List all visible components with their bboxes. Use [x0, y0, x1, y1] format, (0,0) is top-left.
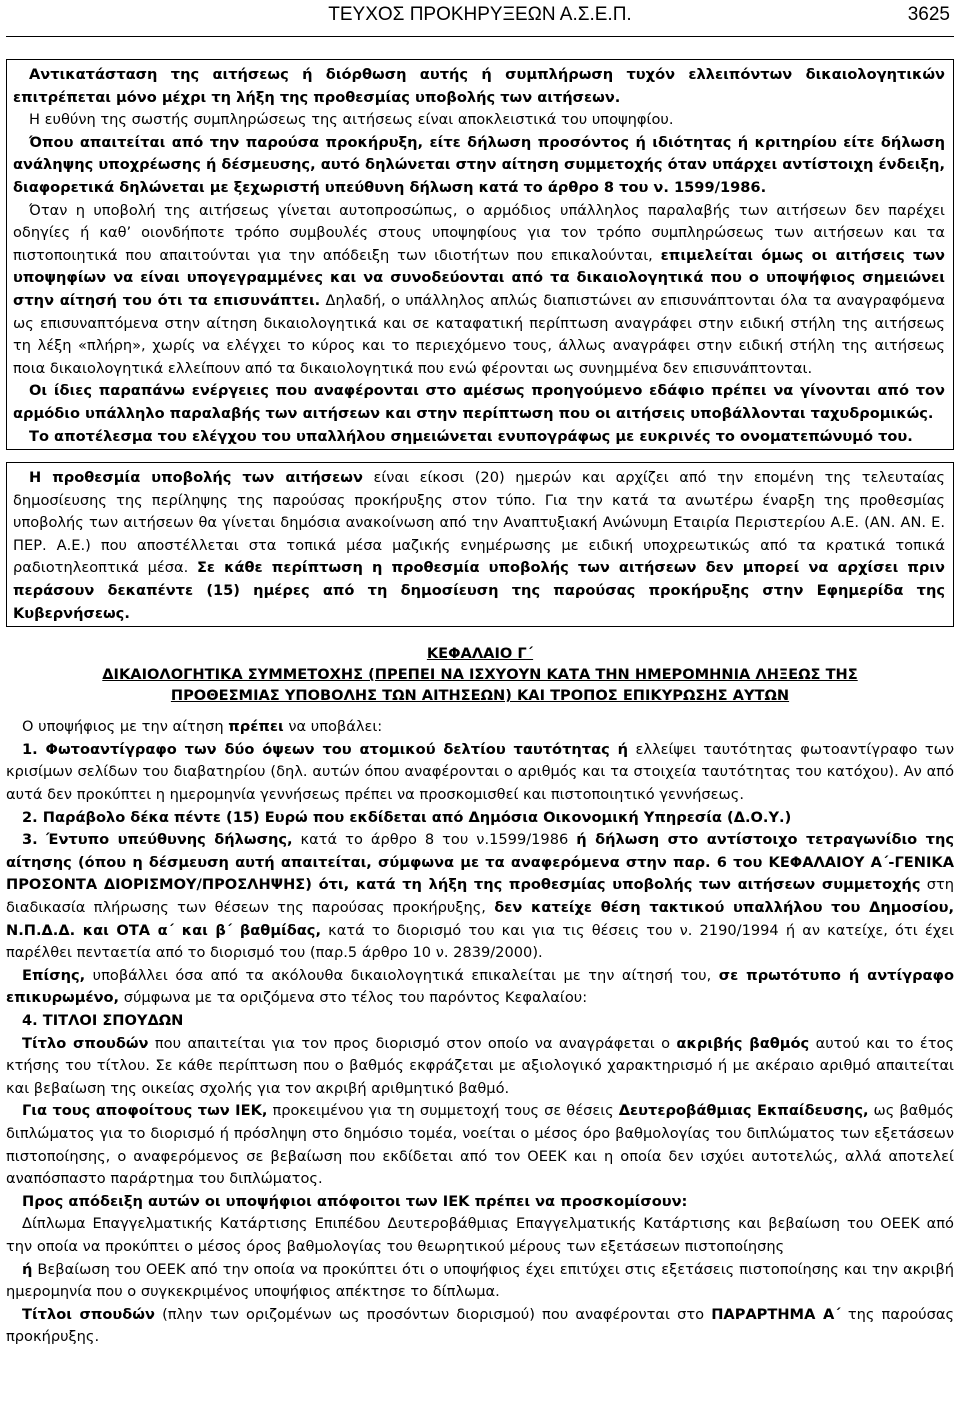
t1-d: αυτού και το έτος κτήσης του τίτλου. Σε κάθε περίπτωση που ο βαθμός εκφράζεται με αξιολογικό χαρακτηρισμό ή με ακέραιο αριθμό απαιτείται και βεβαίωση της οικείας σχολής για τον ακριβή αριθμητικό βαθμό. — [6, 1034, 955, 1097]
also-b: υποβάλλει όσα από τα ακόλουθα δικαιολογητικά επικαλείται με την αίτησή του, — [92, 966, 712, 984]
t1-a: Τίτλο σπουδών — [22, 1034, 149, 1052]
also-a: Επίσης, — [22, 966, 86, 984]
final-d: της παρούσας προκήρυξης. — [6, 1305, 955, 1346]
intro-b: πρέπει — [228, 718, 284, 736]
proof2-b: Βεβαίωση του ΟΕΕΚ από την οποία να προκύπτει ότι ο υποψήφιος έχει επιτύχει στις εξετάσεις πιστοποίησης και την ακριβή ημερομηνία που ο συγκεκριμένος υποψήφιος απέκτησε το δίπλωμα. — [6, 1260, 955, 1301]
page-number: 3625 — [907, 4, 950, 25]
iek-d: ως βαθμός διπλώματος για το διορισμό ή πρόσληψη στο δημόσιο τομέα, νοείται ο μέσος όρο βαθμολογίας του διπλώματος των εξετάσεων πιστοποίησης, ο αναφερόμενος σε βεβαίωση που εκδίδεται από τον ΟΕΕΚ και η οποία δεν ισχύει αυτοτελώς, αλλά αποτελεί αναπόσπαστο παράρτημα του διπλώματος. — [6, 1102, 954, 1188]
proof-1: Δίπλωμα Επαγγελματικής Κατάρτισης Επιπέδου Δευτεροβάθμιας Επαγγελματικής Κατάρτισης και βεβαίωση του ΟΕΕΚ από την οποία να προκύπτει ο μέσος όρος βαθμολογίας του θεωρητικού μέρους των εξετάσεων πιστοποίησης — [6, 1215, 954, 1255]
item-2: 2. Παράβολο δέκα πέντε (15) Ευρώ που εκδίδεται από Δημόσια Οικονομική Υπηρεσία (Δ.Ο.Υ.) — [22, 808, 792, 826]
paragraph-responsibility: Η ευθύνη της σωστής συμπληρώσεως της αιτήσεως είναι αποκλειστικά του υποψηφίου. — [29, 111, 674, 129]
paragraph-deadline — [13, 467, 945, 625]
item3-d: στη διαδικασία πλήρωσης των θέσεων της παρούσας προκήρυξης, — [6, 876, 955, 916]
document-page — [6, 0, 954, 1349]
titles-paragraph — [6, 1033, 954, 1101]
also-paragraph — [6, 965, 954, 1010]
proof-2 — [6, 1259, 954, 1304]
item-3 — [6, 829, 954, 965]
deadline-lead: Η προθεσμία υποβολής των αιτήσεων — [29, 469, 363, 487]
intro-a: Ο υποψήφιος με την αίτηση — [22, 718, 224, 736]
submission-text-c: Δηλαδή, ο υπάλληλος απλώς διαπιστώνει αν επισυνάπτονται όλα τα αναγραφόμενα ως επισυναπτόμενα στην αίτηση δικαιολογητικά και σε καταφατική περίπτωση αναγράφει στην ειδική στήλη της αιτήσεως τη λέξη «πλήρη», χωρίς να ελέγχει το κύρος και το περιεχόμενο τους, άλλως αναγράφει στην ειδική στήλη της αιτήσεως ποια δικαιολογητικά ελλείπουν από τα δικαιολογητικά που ενώ φέρονται ως συνημμένα δεν επισυνάπτονται. — [13, 291, 945, 377]
deadline-tail: Σε κάθε περίπτωση η προθεσμία υποβολής των αιτήσεων δεν μπορεί να αρχίσει πριν περάσουν δεκαπέντε (15) ημέρες από τη δημοσίευση της παρούσας προκήρυξης στην Εφημερίδα της Κυβερνήσεως. — [13, 559, 946, 622]
final-a: Τίτλοι σπουδών — [22, 1305, 155, 1323]
intro-line — [6, 716, 954, 739]
item1-text: ελλείψει ταυτότητας φωτοαντίγραφο των κρισίμων σελίδων του διαβατηρίου (δηλ. αυτών όπου αναφέρονται ο αριθμός και τα στοιχεία ταυτότητας του κατόχου). Αν από αυτά δεν προκύπτει η ημερομηνία γεννήσεως πρέπει να προσκομισθεί και πιστοποιητικό γεννήσεως. — [6, 740, 954, 804]
submission-text-b: επιμελείται όμως οι αιτήσεις των υποψηφίων να είναι υπογεγραμμένες και να συνοδεύονται από τα δικαιολογητικά που ο υποψήφιος σημειώνει στην αίτησή του ότι τα επισυνάπτει. — [13, 246, 945, 309]
chapter-subtitle-1: ΔΙΚΑΙΟΛΟΓΗΤΙΚΑ ΣΥΜΜΕΤΟΧΗΣ (ΠΡΕΠΕΙ ΝΑ ΙΣΧΥΟΥΝ ΚΑΤΑ ΤΗΝ ΗΜΕΡΟΜΗΝΙΑ ΛΗΞΕΩΣ ΤΗΣ — [102, 666, 858, 684]
item3-e: δεν κατείχε θέση τακτικού υπαλλήλου του Δημοσίου, Ν.Π.Δ.Δ. και ΟΤΑ α΄ και β΄ βαθμίδας, — [6, 899, 955, 939]
application-rules-box — [6, 59, 954, 450]
item3-a: 3. Έντυπο υπεύθυνης δήλωσης, — [22, 831, 293, 849]
also-c: σε πρωτότυπο ή αντίγραφο επικυρωμένο, — [6, 966, 955, 1007]
iek-b: προκειμένου για τη συμμετοχή τους σε θέσεις — [272, 1102, 614, 1120]
t1-c: ακριβής βαθμός — [676, 1034, 810, 1052]
paragraph-replacement: Αντικατάσταση της αιτήσεως ή διόρθωση αυτής ή συμπλήρωση τυχόν ελλειπόντων δικαιολογητικών επιτρέπεται μόνο μέχρι τη λήξη της προθεσμίας υποβολής των αιτήσεων. — [13, 66, 945, 106]
paragraph-declaration: Όπου απαιτείται από την παρούσα προκήρυξη, είτε δήλωση προσόντος ή ιδιότητας ή κριτηρίου είτε δήλωση ανάληψης υποχρέωσης ή δέσμευσης, αυτό δηλώνεται στην αίτηση συμμετοχής όταν υπάρχει αντίστοιχη ένδειξη, διαφορετικά δηλώνεται με ξεχωριστή υπεύθυνη δήλωση κατά το άρθρο 8 του ν. 1599/1986. — [13, 133, 945, 196]
item-1 — [6, 739, 954, 807]
iek-paragraph — [6, 1100, 954, 1190]
paragraph-submission — [13, 200, 945, 381]
deadline-box — [6, 462, 954, 627]
deadline-text: είναι είκοσι (20) ημερών και αρχίζει από την επομένη της τελευταίας δημοσίευσης της περίληψης της παρούσας προκήρυξης στον τύπο. Για την κατά τα ανωτέρω έναρξη της προθεσμίας υποβολής των αιτήσεων θα γίνεται δημόσια ανακοίνωση από την Αναπτυξιακή Ανώνυμη Εταιρία Περιστερίου Α.Ε. (ΑΝ. ΑΝ. Ε. ΠΕΡ. Α.Ε.) που αποστέλλεται στα τοπικά μέσα μαζικής ενημέρωσης με ειδική υποχρεωτικώς από τα κρατικά τοπικά ραδιοτηλεοπτικά μέσα. — [13, 469, 945, 577]
item3-b: κατά το άρθρο 8 του ν.1599/1986 — [300, 831, 569, 849]
item3-c: ή δήλωση στο αντίστοιχο τετραγωνίδιο της αίτησης (όπου η δέσμευση αυτή απαιτείται, σύμφωνα με τα αναφερόμενα στην παρ. 6 του ΚΕΦΑΛΑΙΟΥ Α΄-ΓΕΝΙΚΑ ΠΡΟΣΟΝΤΑ ΔΙΟΡΙΣΜΟΥ/ΠΡΟΣΛΗΨΗΣ) ότι, κατά τη λήξη της προθεσμίας υποβολής των αιτήσεων συμμετοχής — [6, 831, 954, 894]
chapter-title: ΚΕΦΑΛΑΙΟ Γ΄ — [426, 645, 534, 663]
paragraph-signature: Το αποτέλεσμα του ελέγχου του υπαλλήλου σημειώνεται ενυπογράφως με ευκρινές το ονοματεπώνυμό του. — [29, 427, 913, 445]
t1-b: που απαιτείται για τον προς διορισμό στον οποίο να αναγράφεται ο — [154, 1034, 671, 1052]
submission-text-a: Όταν η υποβολή της αιτήσεως γίνεται αυτοπροσώπως, ο αρμόδιος υπάλληλος παραλαβής των αιτήσεων δεν παρέχει οδηγίες ή καθ’ οιονδήποτε τρόπο συμβουλές στους υποψηφίους για τον τρόπο συμπληρώσεως των αιτήσεων και τα πιστοποιητικά που απαιτούνται για την απόδειξη των ιδιοτήτων που επικαλούνται, — [13, 201, 945, 264]
page-header — [6, 0, 954, 30]
item1-bold: 1. Φωτοαντίγραφο των δύο όψεων του ατομικού δελτίου ταυτότητας ή — [22, 740, 629, 758]
item3-f: κατά το διορισμό του και για τις θέσεις του ν. 2190/1994 ή αν κατείχε, ότι έχει παρέλθει πενταετία από το διορισμό του (παρ.5 άρθρο 10 ν. 2839/2000). — [6, 921, 954, 962]
chapter-subtitle-2: ΠΡΟΘΕΣΜΙΑΣ ΥΠΟΒΟΛΗΣ ΤΩΝ ΑΙΤΗΣΕΩΝ) ΚΑΙ ΤΡΟΠΟΣ ΕΠΙΚΥΡΩΣΗΣ ΑΥΤΩΝ — [170, 687, 790, 705]
header-rule — [6, 36, 954, 37]
iek-a: Για τους αποφοίτους των ΙΕΚ, — [22, 1102, 268, 1120]
paragraph-postal: Οι ίδιες παραπάνω ενέργειες που αναφέρονται στο αμέσως προηγούμενο εδάφιο πρέπει να γίνονται από τον αρμόδιο υπάλληλο παραλαβής των αιτήσεων και στην περίπτωση που οι αιτήσεις υποβάλλονται ταχυδρομικώς. — [13, 382, 945, 422]
item-4-heading: 4. ΤΙΤΛΟΙ ΣΠΟΥΔΩΝ — [22, 1011, 184, 1029]
iek-c: Δευτεροβάθμιας Εκπαίδευσης, — [618, 1102, 869, 1120]
also-d: σύμφωνα με τα οριζόμενα στο τέλος του παρόντος Κεφαλαίου: — [123, 989, 588, 1007]
chapter-body — [6, 716, 954, 1349]
header-title: ΤΕΥΧΟΣ ΠΡΟΚΗΡΥΞΕΩΝ Α.Σ.Ε.Π. — [328, 4, 632, 25]
chapter-heading — [6, 643, 954, 706]
proof2-a: ή — [22, 1260, 33, 1278]
final-paragraph — [6, 1304, 954, 1349]
final-c: ΠΑΡΑΡΤΗΜΑ Α΄ — [711, 1305, 841, 1323]
proof-lead: Προς απόδειξη αυτών οι υποψήφιοι απόφοιτοι των ΙΕΚ πρέπει να προσκομίσουν: — [22, 1192, 688, 1210]
intro-c: να υποβάλει: — [288, 718, 383, 736]
final-b: (πλην των οριζομένων ως προσόντων διορισμού) που αναφέρονται στο — [162, 1305, 705, 1323]
